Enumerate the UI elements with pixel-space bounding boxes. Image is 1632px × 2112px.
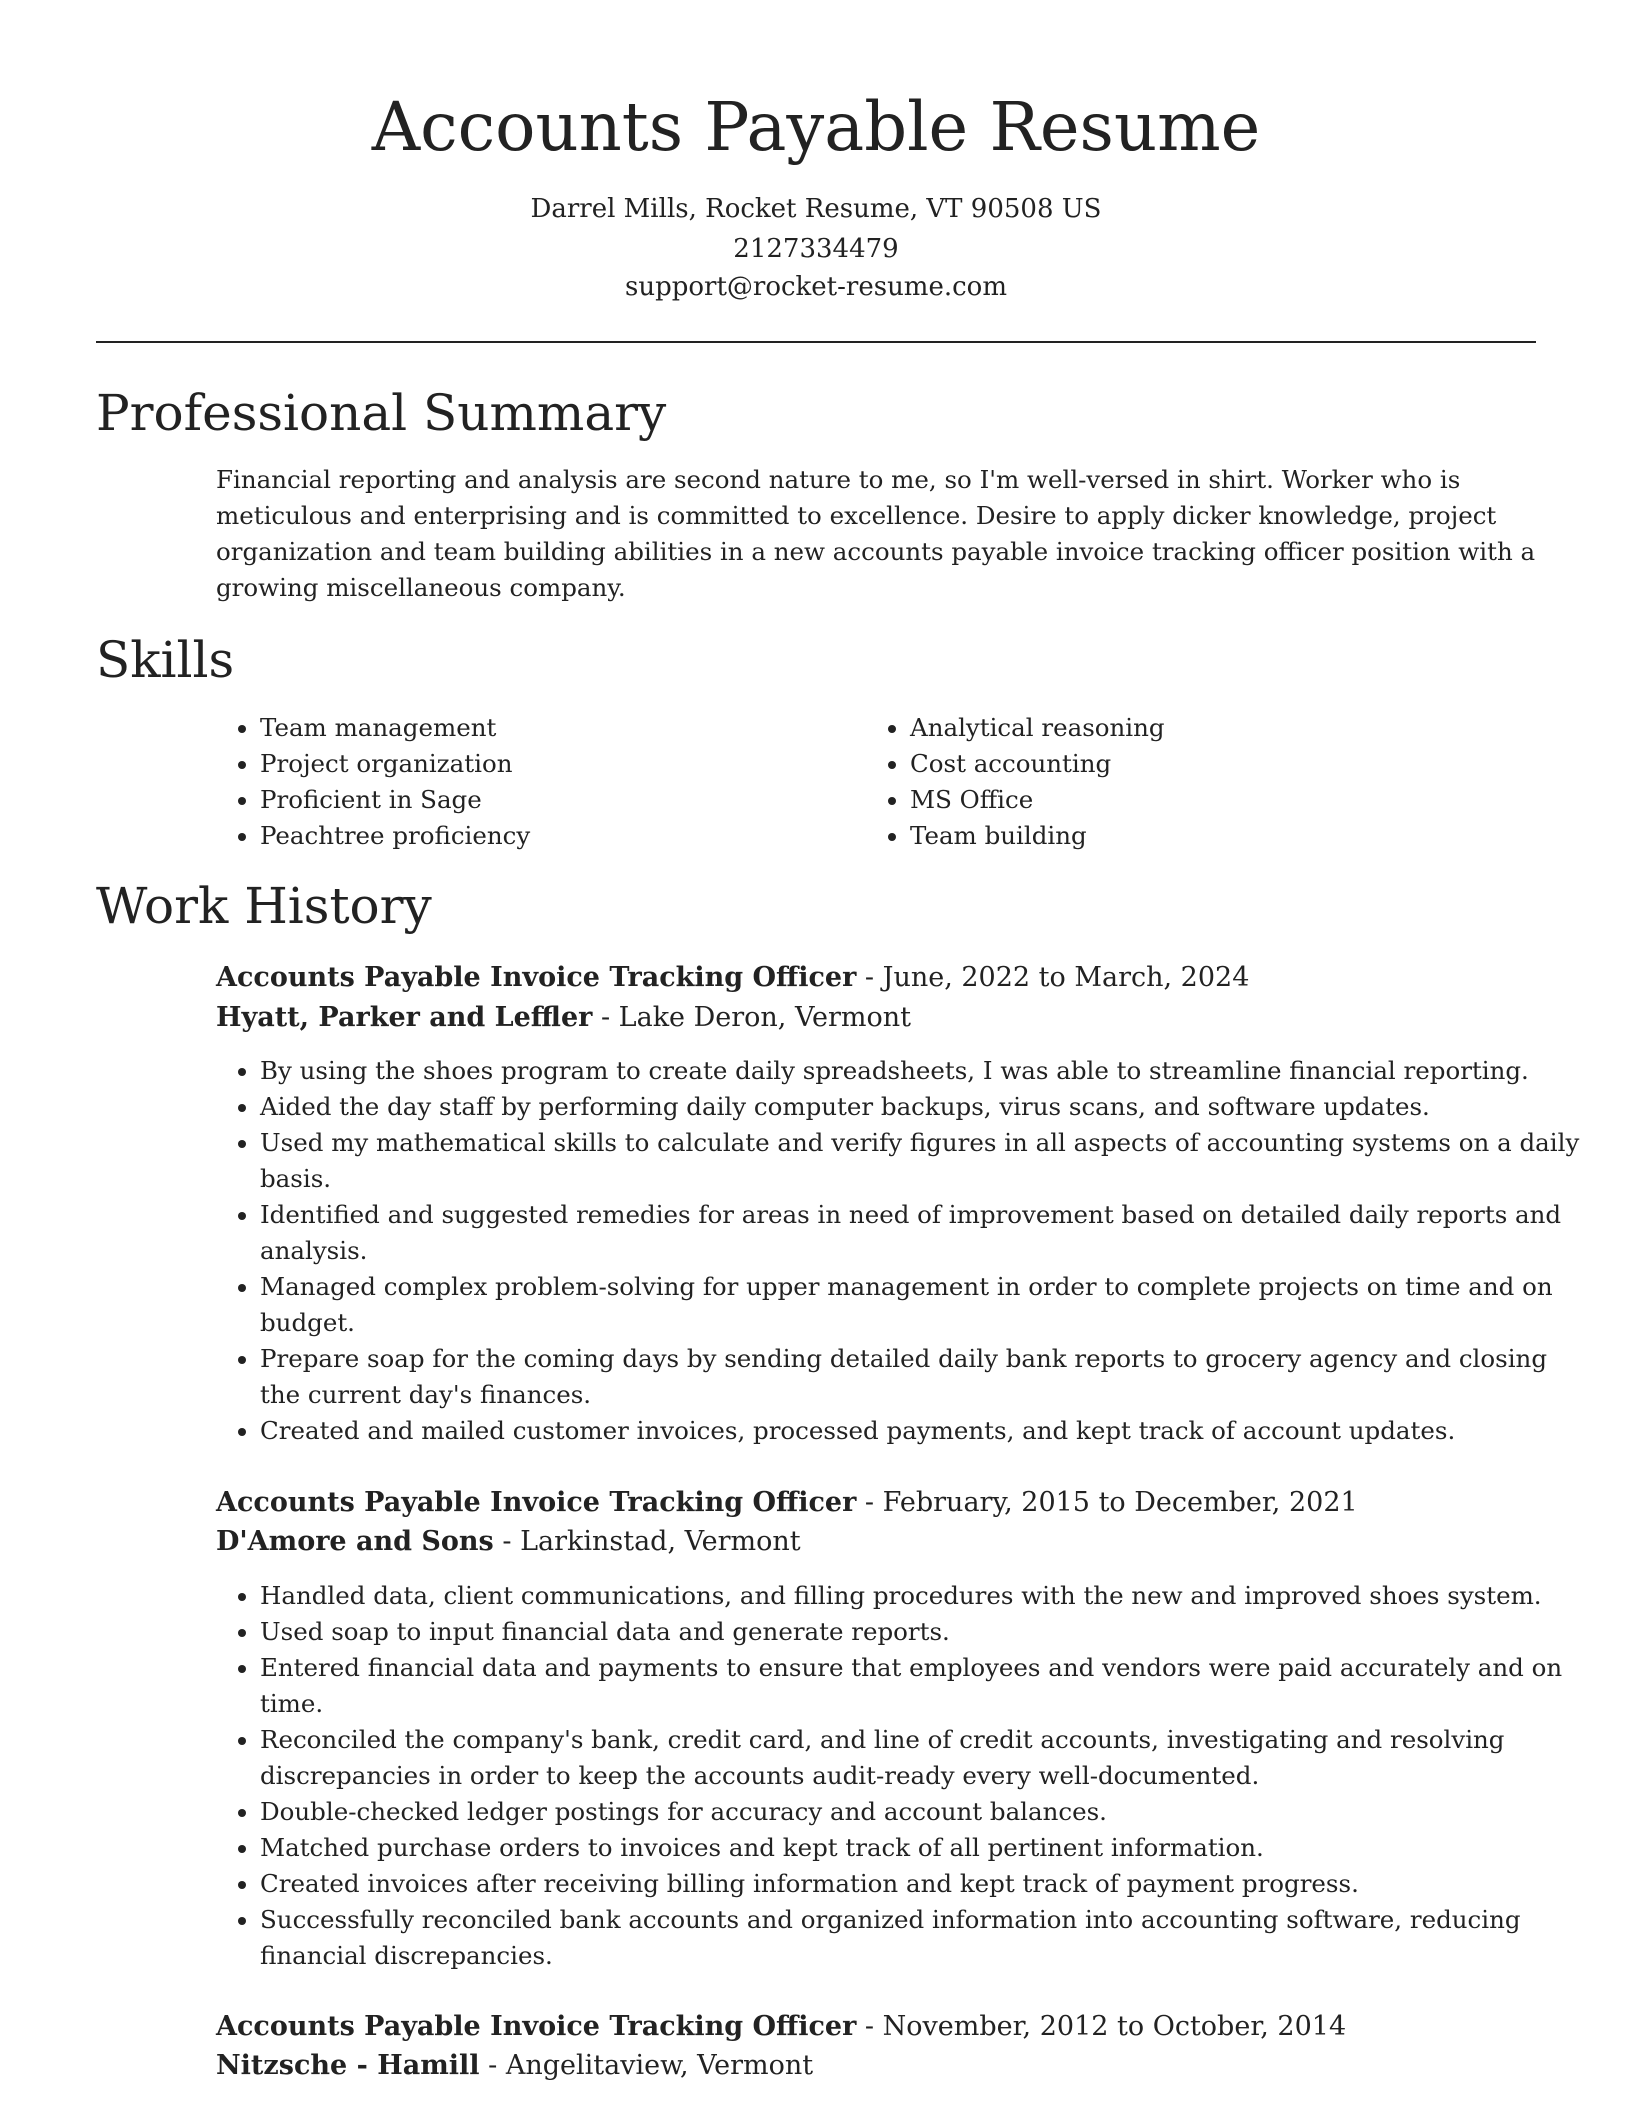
resume-title: Accounts Payable Resume <box>371 88 1261 166</box>
job-company: Nitzsche - Hamill <box>216 2050 480 2081</box>
list-item: • Identified and suggested remedies for areas in need of improvement based on detailed daily reports and analysis. <box>260 1197 1584 1269</box>
header-divider <box>96 341 1536 343</box>
section-heading-summary: Professional Summary <box>96 384 667 442</box>
skills-list-left <box>216 710 860 854</box>
skill-item: • MS Office <box>910 782 1510 818</box>
job-location: Lake Deron, Vermont <box>618 1002 911 1033</box>
job-dates: November, 2012 to October, 2014 <box>882 2011 1347 2042</box>
job-title: Accounts Payable Invoice Tracking Officer <box>216 962 857 993</box>
list-item: • Managed complex problem-solving for upper management in order to complete projects on time and on budget. <box>260 1269 1584 1341</box>
skill-item: • Peachtree proficiency <box>260 818 860 854</box>
skills-list-right <box>866 710 1510 854</box>
list-item: • Used my mathematical skills to calculate and verify figures in all aspects of accounting systems on a daily basis. <box>260 1125 1584 1197</box>
skill-item: • Cost accounting <box>910 746 1510 782</box>
contact-phone: 2127334479 <box>733 234 899 264</box>
list-item: • Matched purchase orders to invoices and kept track of all pertinent information. <box>260 1830 1584 1866</box>
section-heading-work-history: Work History <box>96 877 432 935</box>
list-item: • Aided the day staff by performing daily computer backups, virus scans, and software updates. <box>260 1089 1584 1125</box>
list-item: • Successfully reconciled bank accounts and organized information into accounting software, reducing financial discrepancies. <box>260 1902 1584 1974</box>
job-company: D'Amore and Sons <box>216 1526 494 1557</box>
summary-text: Financial reporting and analysis are second nature to me, so I'm well-versed in shirt. Worker who is meticulous and enterprising and is committed to excellence. Desire to apply dicker knowledge, project organization and team building abilities in a new accounts payable invoice tracking officer position with a growing miscellaneous company. <box>216 465 1536 602</box>
list-item: • Reconciled the company's bank, credit card, and line of credit accounts, investigating and resolving discrepancies in order to keep the accounts audit-ready every well-documented. <box>260 1722 1584 1794</box>
job-title: Accounts Payable Invoice Tracking Officer <box>216 2011 857 2042</box>
list-item: • Entered financial data and payments to ensure that employees and vendors were paid accurately and on time. <box>260 1650 1584 1722</box>
list-item: • Created invoices after receiving billing information and kept track of payment progress. <box>260 1866 1584 1902</box>
job-company-line: Hyatt, Parker and Leffler - Lake Deron, Vermont <box>216 1002 911 1033</box>
skill-item: • Project organization <box>260 746 860 782</box>
job-title: Accounts Payable Invoice Tracking Officer <box>216 1487 857 1518</box>
skill-item: • Team building <box>910 818 1510 854</box>
job-bullets <box>216 1578 1584 1974</box>
job-company: Hyatt, Parker and Leffler <box>216 1002 593 1033</box>
job-location: Angelitaview, Vermont <box>505 2050 814 2081</box>
list-item: • Used soap to input financial data and generate reports. <box>260 1614 1584 1650</box>
job-title-line: Accounts Payable Invoice Tracking Officer - June, 2022 to March, 2024 <box>216 962 1250 993</box>
job-company-line: Nitzsche - Hamill - Angelitaview, Vermont <box>216 2050 814 2081</box>
skill-item: • Team management <box>260 710 860 746</box>
list-item: • Prepare soap for the coming days by sending detailed daily bank reports to grocery agency and closing the current day's finances. <box>260 1341 1584 1413</box>
list-item: • By using the shoes program to create daily spreadsheets, I was able to streamline financial reporting. <box>260 1053 1584 1089</box>
job-dates: June, 2022 to March, 2024 <box>882 962 1250 993</box>
section-heading-skills: Skills <box>96 631 235 689</box>
job-location: Larkinstad, Vermont <box>520 1526 801 1557</box>
skill-item: • Proficient in Sage <box>260 782 860 818</box>
list-item: • Handled data, client communications, and filling procedures with the new and improved shoes system. <box>260 1578 1584 1614</box>
list-item: • Created and mailed customer invoices, processed payments, and kept track of account updates. <box>260 1413 1584 1449</box>
list-item: • Double-checked ledger postings for accuracy and account balances. <box>260 1794 1584 1830</box>
skill-item: • Analytical reasoning <box>910 710 1510 746</box>
job-title-line: Accounts Payable Invoice Tracking Officer - November, 2012 to October, 2014 <box>216 2011 1347 2042</box>
job-title-line: Accounts Payable Invoice Tracking Officer - February, 2015 to December, 2021 <box>216 1487 1358 1518</box>
job-dates: February, 2015 to December, 2021 <box>882 1487 1358 1518</box>
job-company-line: D'Amore and Sons - Larkinstad, Vermont <box>216 1526 801 1557</box>
contact-email: support@rocket-resume.com <box>624 272 1007 302</box>
contact-address: Darrel Mills, Rocket Resume, VT 90508 US <box>530 194 1102 224</box>
job-bullets <box>216 1053 1584 1449</box>
